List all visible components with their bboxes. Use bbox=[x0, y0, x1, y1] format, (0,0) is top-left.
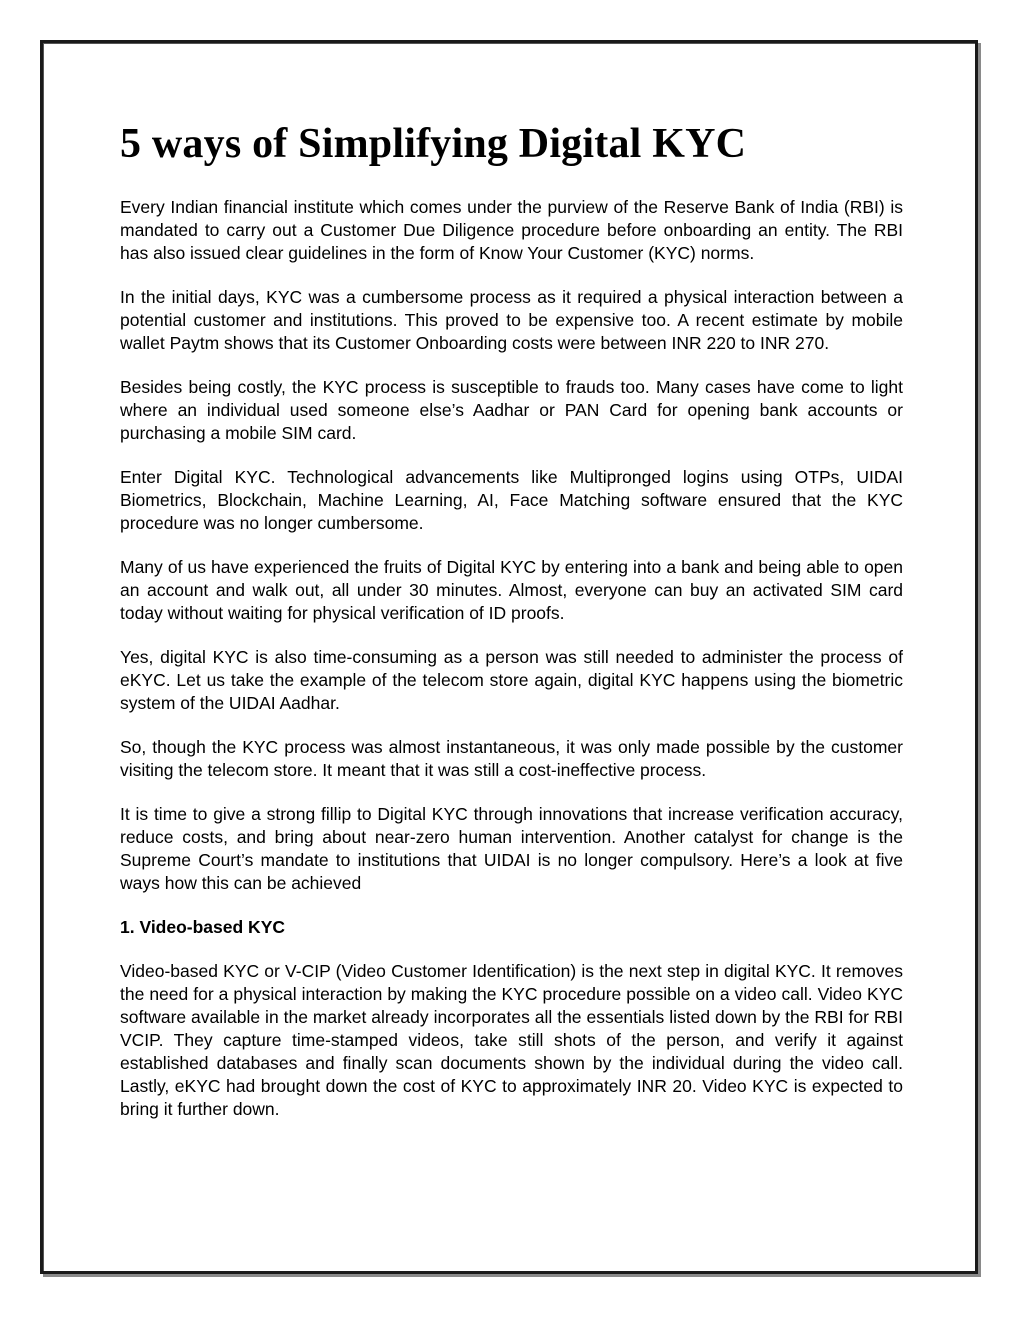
paragraph-time-consuming: Yes, digital KYC is also time-consuming as a person was still needed to administer the process of eKYC. Let us take the example of the telecom store again, digital KYC happens using the biometric system of the UIDAI Aadhar. bbox=[120, 647, 903, 713]
paragraph-initial-days: In the initial days, KYC was a cumbersome process as it required a physical interaction between a potential customer and institutions. This proved to be expensive too. A recent estimate by mobile wallet Paytm shows that its Customer Onboarding costs were between INR 220 to INR 270. bbox=[120, 287, 903, 353]
paragraph-frauds: Besides being costly, the KYC process is susceptible to frauds too. Many cases have come to light where an individual used someone else’s Aadhar or PAN Card for opening bank accounts or purchasing a mobile SIM card. bbox=[120, 377, 903, 443]
document-body bbox=[120, 118, 903, 1142]
document-title: 5 ways of Simplifying Digital KYC bbox=[120, 121, 747, 167]
paragraph-video-kyc: Video-based KYC or V-CIP (Video Customer Identification) is the next step in digital KYC. It removes the need for a physical interaction by making the KYC procedure possible on a video call. Video KYC software available in the market already incorporates all the essentials listed down by the RBI for RBI VCIP. They capture time-stamped videos, take still shots of the person, and verify it against established databases and finally scan documents shown by the individual during the video call. Lastly, eKYC had brought down the cost of KYC to approximately INR 20. Video KYC is expected to bring it further down. bbox=[120, 961, 903, 1119]
paragraph-instantaneous: So, though the KYC process was almost instantaneous, it was only made possible by the customer visiting the telecom store. It meant that it was still a cost-ineffective process. bbox=[120, 737, 903, 780]
paragraph-intro: Every Indian financial institute which comes under the purview of the Reserve Bank of India (RBI) is mandated to carry out a Customer Due Diligence procedure before onboarding an entity. The RBI has also issued clear guidelines in the form of Know Your Customer (KYC) norms. bbox=[120, 197, 903, 263]
paragraph-enter-digital-kyc: Enter Digital KYC. Technological advancements like Multipronged logins using OTPs, UIDAI Biometrics, Blockchain, Machine Learning, AI, Face Matching software ensured that the KYC procedure was no longer cumbersome. bbox=[120, 467, 903, 533]
paragraph-strong-fillip: It is time to give a strong fillip to Digital KYC through innovations that increase verification accuracy, reduce costs, and bring about near-zero human intervention. Another catalyst for change is the Supreme Court’s mandate to institutions that UIDAI is no longer compulsory. Here’s a look at five ways how this can be achieved bbox=[120, 804, 903, 893]
section-heading-video-kyc: 1. Video-based KYC bbox=[120, 917, 286, 937]
paragraph-fruits-of-digital-kyc: Many of us have experienced the fruits of Digital KYC by entering into a bank and being able to open an account and walk out, all under 30 minutes. Almost, everyone can buy an activated SIM card today without waiting for physical verification of ID proofs. bbox=[120, 557, 903, 623]
